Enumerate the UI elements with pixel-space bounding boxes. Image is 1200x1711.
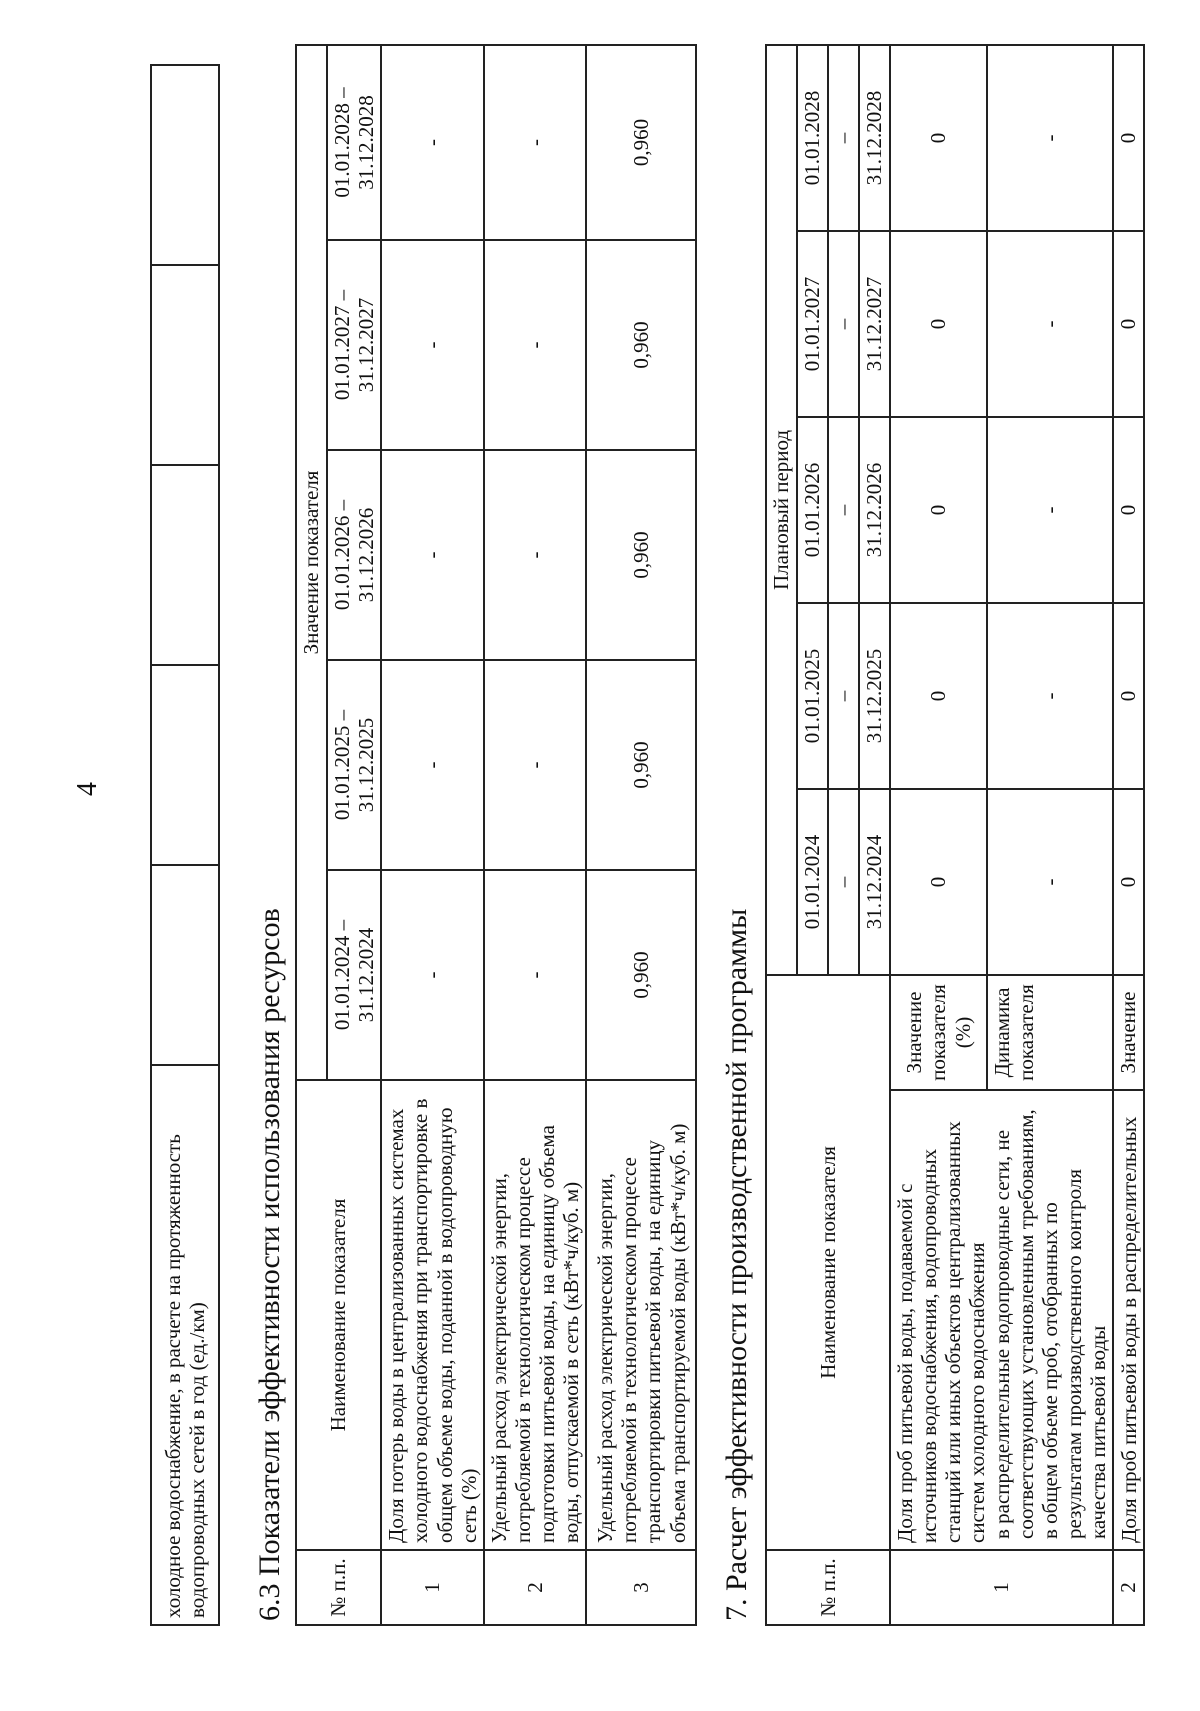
row-name: Доля потерь воды в централизованных системах холодного водоснабжения при транспортировке в общем объеме воды, поданной в водопроводную сеть (%) [381, 1080, 484, 1550]
row-value: - [484, 45, 587, 240]
header-period-from: 01.01.2026 [797, 417, 828, 603]
row-value: - [484, 450, 587, 660]
row-name-part: Доля проб питьевой воды, подаваемой с источников водоснабжения, водопроводных станций или иных объектов централизованных систем холодного водоснабжения [893, 1121, 990, 1543]
row-value: 0 [1113, 789, 1144, 975]
row-value: - [484, 870, 587, 1080]
row-name: Удельный расход электрической энергии, потребляемой в технологическом процессе подготовки питьевой воды, на единицу объема воды, отпускаемой в сеть (кВт*ч/куб. м) [484, 1080, 587, 1550]
table-row [484, 45, 587, 1625]
header-period-to: 31.12.2026 [859, 417, 890, 603]
header-period: 01.01.2026 – 31.12.2026 [327, 450, 381, 660]
row-value: 0,960 [586, 240, 696, 450]
row-dynamic: - [987, 45, 1113, 231]
header-period-to: 31.12.2024 [859, 789, 890, 975]
continuation-text [151, 1065, 219, 1625]
header-period-from: 01.01.2027 [797, 231, 828, 417]
header-period-from: 01.01.2025 [797, 603, 828, 789]
header-period: 01.01.2025 – 31.12.2025 [327, 660, 381, 870]
row-value: 0 [890, 789, 987, 975]
table-row [381, 45, 484, 1625]
section-title: 7. Расчет эффективности производственной программы [720, 908, 753, 1621]
row-value: - [381, 450, 484, 660]
header-period-sep: – [828, 789, 859, 975]
table-header-row [296, 45, 327, 1625]
row-name: Удельный расход электрической энергии, потребляемой в технологическом процессе транспортировки питьевой воды, на единицу объема транспортируемой воды (кВт*ч/куб. м) [586, 1080, 696, 1550]
row-value: 0 [890, 231, 987, 417]
header-period-to: 31.12.2028 [859, 45, 890, 231]
table-cell [151, 865, 219, 1065]
row-num: 2 [1113, 1550, 1144, 1625]
header-name: Наименование показателя [766, 975, 890, 1550]
section-title: 6.3 Показатели эффективности использования ресурсов [253, 908, 286, 1621]
row-value: - [381, 660, 484, 870]
table-row [151, 65, 219, 1625]
table-row [1113, 45, 1144, 1625]
row-value: 0,960 [586, 870, 696, 1080]
row-dynamic: - [987, 603, 1113, 789]
header-num: № п.п. [766, 1550, 890, 1625]
row-value: 0,960 [586, 660, 696, 870]
table-header-row [766, 45, 797, 1625]
header-period-sep: – [828, 417, 859, 603]
row-dynamic: - [987, 789, 1113, 975]
table-cell [151, 465, 219, 665]
header-period-sep: – [828, 231, 859, 417]
continuation-line: холодное водоснабжение, в расчете на протяженность [160, 1134, 185, 1618]
row-num: 1 [890, 1550, 1113, 1625]
row-value: 0 [1113, 231, 1144, 417]
row-value: - [381, 240, 484, 450]
program-efficiency-table [765, 44, 1145, 1626]
row-dynamic: - [987, 417, 1113, 603]
row-value: - [484, 240, 587, 450]
header-period-sep: – [828, 603, 859, 789]
row-dynamic: - [987, 231, 1113, 417]
header-period-to: 31.12.2025 [859, 603, 890, 789]
row-sub-label: Значение показателя (%) [890, 975, 987, 1090]
row-value: 0 [890, 603, 987, 789]
row-name-part: в распределительные водопроводные сети, не соответствующих установленным требованиям, в общем объеме проб, отобранных по результатам производственного контроля качества питьевой воды [989, 1109, 1111, 1539]
table-row [890, 45, 987, 1625]
resource-efficiency-table [295, 44, 697, 1626]
row-value: 0,960 [586, 450, 696, 660]
row-num: 2 [484, 1550, 587, 1625]
row-value: - [381, 45, 484, 240]
header-period: 01.01.2027 – 31.12.2027 [327, 240, 381, 450]
row-value: - [484, 660, 587, 870]
continuation-line: водопроводных сетей в год (ед./км) [185, 1302, 209, 1618]
header-period-from: 01.01.2028 [797, 45, 828, 231]
row-value: - [381, 870, 484, 1080]
header-name: Наименование показателя [296, 1080, 381, 1550]
row-value: 0 [1113, 45, 1144, 231]
header-period: 01.01.2028 – 31.12.2028 [327, 45, 381, 240]
row-value: 0 [890, 45, 987, 231]
row-value: 0 [890, 417, 987, 603]
row-sub-label: Динамика показателя [987, 975, 1113, 1090]
header-plan-group: Плановый период [766, 45, 797, 975]
row-value: 0 [1113, 603, 1144, 789]
header-period-from: 01.01.2024 [797, 789, 828, 975]
row-value: 0 [1113, 417, 1144, 603]
header-period-to: 31.12.2027 [859, 231, 890, 417]
header-period-sep: – [828, 45, 859, 231]
table-cell [151, 665, 219, 865]
row-num: 3 [586, 1550, 696, 1625]
table-cell [151, 65, 219, 265]
row-sub-label: Значение [1113, 975, 1144, 1090]
row-name: Доля проб питьевой воды в распределительных [1113, 1090, 1144, 1550]
header-value-group: Значение показателя [296, 45, 327, 1080]
row-value: 0,960 [586, 45, 696, 240]
page-number: 4 [72, 782, 103, 796]
table-cell [151, 265, 219, 465]
continuation-table [150, 64, 220, 1626]
row-num: 1 [381, 1550, 484, 1625]
table-row [586, 45, 696, 1625]
row-name [890, 1090, 1113, 1550]
header-num: № п.п. [296, 1550, 381, 1625]
header-period: 01.01.2024 – 31.12.2024 [327, 870, 381, 1080]
